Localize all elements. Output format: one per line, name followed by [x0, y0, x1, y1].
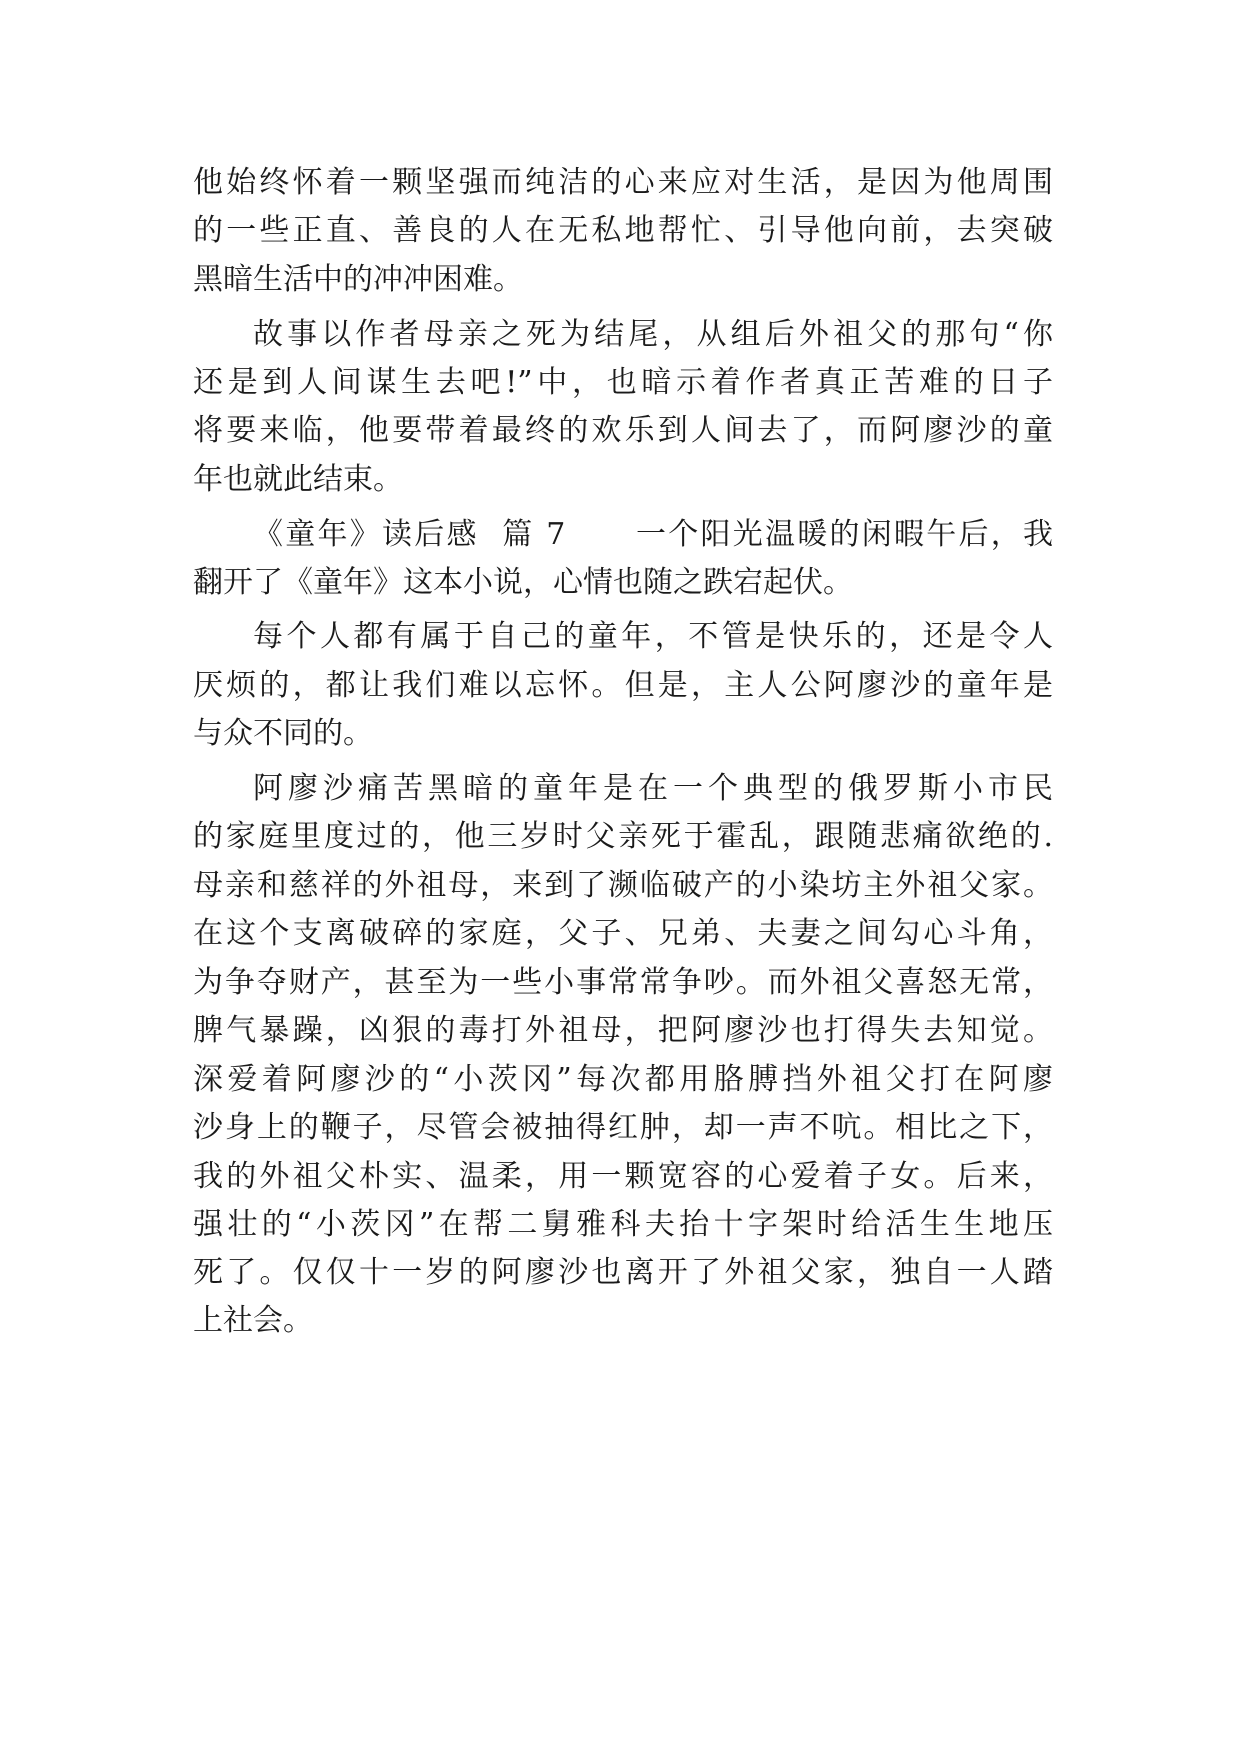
text-line: 脾气暴躁，凶狠的毒打外祖母，把阿廖沙也打得失去知觉。 — [193, 1013, 1053, 1048]
text-line: 年也就此结束。 — [193, 462, 403, 497]
text-line: 上社会。 — [193, 1303, 313, 1338]
text-line: 每个人都有属于自己的童年，不管是快乐的，还是令人 — [253, 619, 1053, 654]
text-line: 沙身上的鞭子，尽管会被抽得红肿，却一声不吭。相比之下， — [193, 1110, 1053, 1145]
text-line: 他始终怀着一颗坚强而纯洁的心来应对生活，是因为他周围 — [193, 165, 1053, 200]
section-heading-line: 《童年》读后感 篇 7 一个阳光温暖的闲暇午后，我 — [253, 517, 1053, 552]
text-line: 将要来临，他要带着最终的欢乐到人间去了，而阿廖沙的童 — [193, 413, 1053, 448]
text-line: 故事以作者母亲之死为结尾，从组后外祖父的那句“你 — [253, 317, 1053, 352]
text-line: 为争夺财产，甚至为一些小事常常争吵。而外祖父喜怒无常， — [193, 965, 1053, 1000]
text-line: 厌烦的，都让我们难以忘怀。但是，主人公阿廖沙的童年是 — [193, 668, 1053, 703]
text-line: 死了。仅仅十一岁的阿廖沙也离开了外祖父家，独自一人踏 — [193, 1255, 1053, 1290]
text-line: 与众不同的。 — [193, 716, 373, 751]
text-line: 黑暗生活中的冲冲困难。 — [193, 262, 523, 297]
text-line: 深爱着阿廖沙的“小茨冈”每次都用胳膊挡外祖父打在阿廖 — [193, 1062, 1053, 1097]
text-line: 还是到人间谋生去吧!”中，也暗示着作者真正苦难的日子 — [193, 365, 1053, 400]
text-line: 翻开了《童年》这本小说，心情也随之跌宕起伏。 — [193, 565, 853, 600]
text-line: 阿廖沙痛苦黑暗的童年是在一个典型的俄罗斯小市民 — [253, 771, 1053, 806]
text-line: 强壮的“小茨冈”在帮二舅雅科夫抬十字架时给活生生地压 — [193, 1207, 1053, 1242]
text-line: 在这个支离破碎的家庭，父子、兄弟、夫妻之间勾心斗角， — [193, 916, 1053, 951]
text-line: 母亲和慈祥的外祖母，来到了濒临破产的小染坊主外祖父家。 — [193, 868, 1053, 903]
text-line: 我的外祖父朴实、温柔，用一颗宽容的心爱着子女。后来， — [193, 1159, 1053, 1194]
text-line: 的家庭里度过的，他三岁时父亲死于霍乱，跟随悲痛欲绝的. — [193, 819, 1053, 854]
text-line: 的一些正直、善良的人在无私地帮忙、引导他向前，去突破 — [193, 213, 1053, 248]
